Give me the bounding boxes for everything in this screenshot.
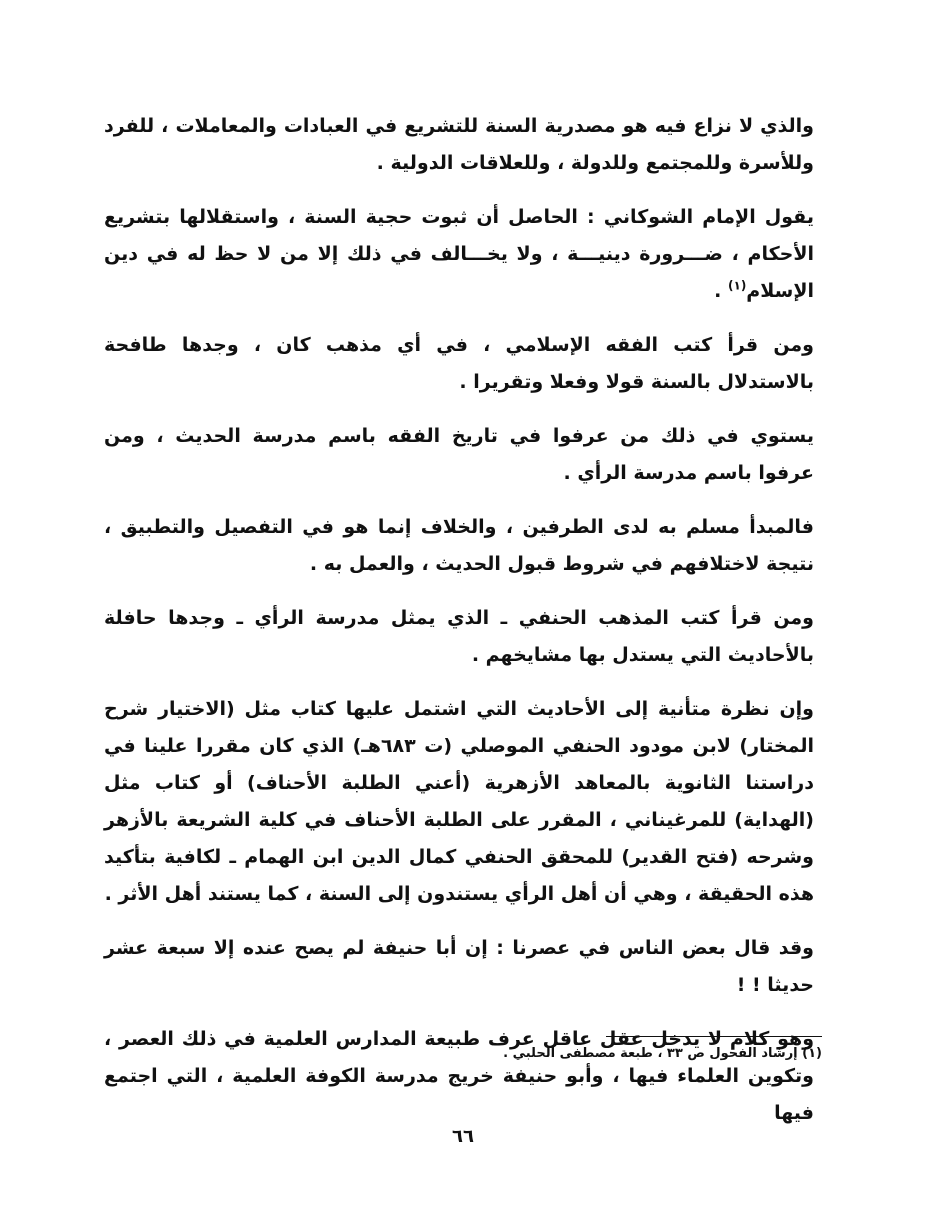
paragraph-2-tail: الإسلام [746, 280, 814, 302]
footnote: (١) إرشاد الفحول ص ٣٣ ، طبعة مصطفى الحلبي . [503, 1046, 822, 1061]
paragraph-7: وإن نظرة متأنية إلى الأحاديث التي اشتمل عليها كتاب مثل (الاختيار شرح المختار) لابن مودود الحنفي الموصلي (ت ٦٨٣هـ) الذي كان مقررا علينا في دراستنا الثانوية بالمعاهد الأزهرية (أعني الطلبة الأحناف) أو كتاب مثل (الهداية) للمرغيناني ، المقرر على الطلبة الأحناف في كلية الشريعة بالأزهر وشرحه (فتح القدير) للمحقق الحنفي كمال الدين ابن الهمام ـ لكافية بتأكيد هذه الحقيقة ، وهي أن أهل الرأي يستندون إلى السنة ، كما يستند أهل الأثر . [104, 698, 814, 905]
page-body [104, 108, 814, 1149]
paragraph-9: وهو كلام لا يدخل عقل عاقل عرف طبيعة المدارس العلمية في ذلك العصر ، وتكوين العلماء فيها ، وأبو حنيفة خريج مدرسة الكوفة العلمية ، التي اجتمع فيها [104, 1028, 814, 1124]
paragraph-3: ومن قرأ كتب الفقه الإسلامي ، في أي مذهب كان ، وجدها طافحة بالاستدلال بالسنة قولا وفعلا وتقريرا . [104, 334, 814, 393]
footnote-reference[interactable]: (١) [728, 278, 747, 293]
paragraph-8: وقد قال بعض الناس في عصرنا : إن أبا حنيفة لم يصح عنده إلا سبعة عشر حديثا ! ! [104, 937, 814, 996]
paragraph-1: والذي لا نزاع فيه هو مصدرية السنة للتشريع في العبادات والمعاملات ، للفرد وللأسرة وللمجتمع وللدولة ، وللعلاقات الدولية . [104, 115, 814, 174]
page-number: ٦٦ [452, 1126, 474, 1147]
paragraph-4: يستوي في ذلك من عرفوا في تاريخ الفقه باسم مدرسة الحديث ، ومن عرفوا باسم مدرسة الرأي . [104, 425, 814, 484]
paragraph-5: فالمبدأ مسلم به لدى الطرفين ، والخلاف إنما هو في التفصيل والتطبيق ، نتيجة لاختلافهم في شروط قبول الحديث ، والعمل به . [104, 516, 814, 575]
paragraph-6: ومن قرأ كتب المذهب الحنفي ـ الذي يمثل مدرسة الرأي ـ وجدها حافلة بالأحاديث التي يستدل بها مشايخهم . [104, 607, 814, 666]
paragraph-2: يقول الإمام الشوكاني : الحاصل أن ثبوت حجية السنة ، واستقلالها بتشريع الأحكام ، ضـــرورة دينيـــة ، ولا يخـــالف في ذلك إلا من لا حظ له في دين الإسلام$^{(١)}$ . [104, 206, 814, 302]
footnote-divider [606, 1036, 822, 1037]
paragraph-2-text: يقول الإمام الشوكاني : الحاصل أن ثبوت حجية السنة ، واستقلالها بتشريع الأحكام ، ضـــرورة دينيـــة ، ولا يخـــالف في ذلك إلا من لا حظ له في دين [104, 206, 814, 265]
